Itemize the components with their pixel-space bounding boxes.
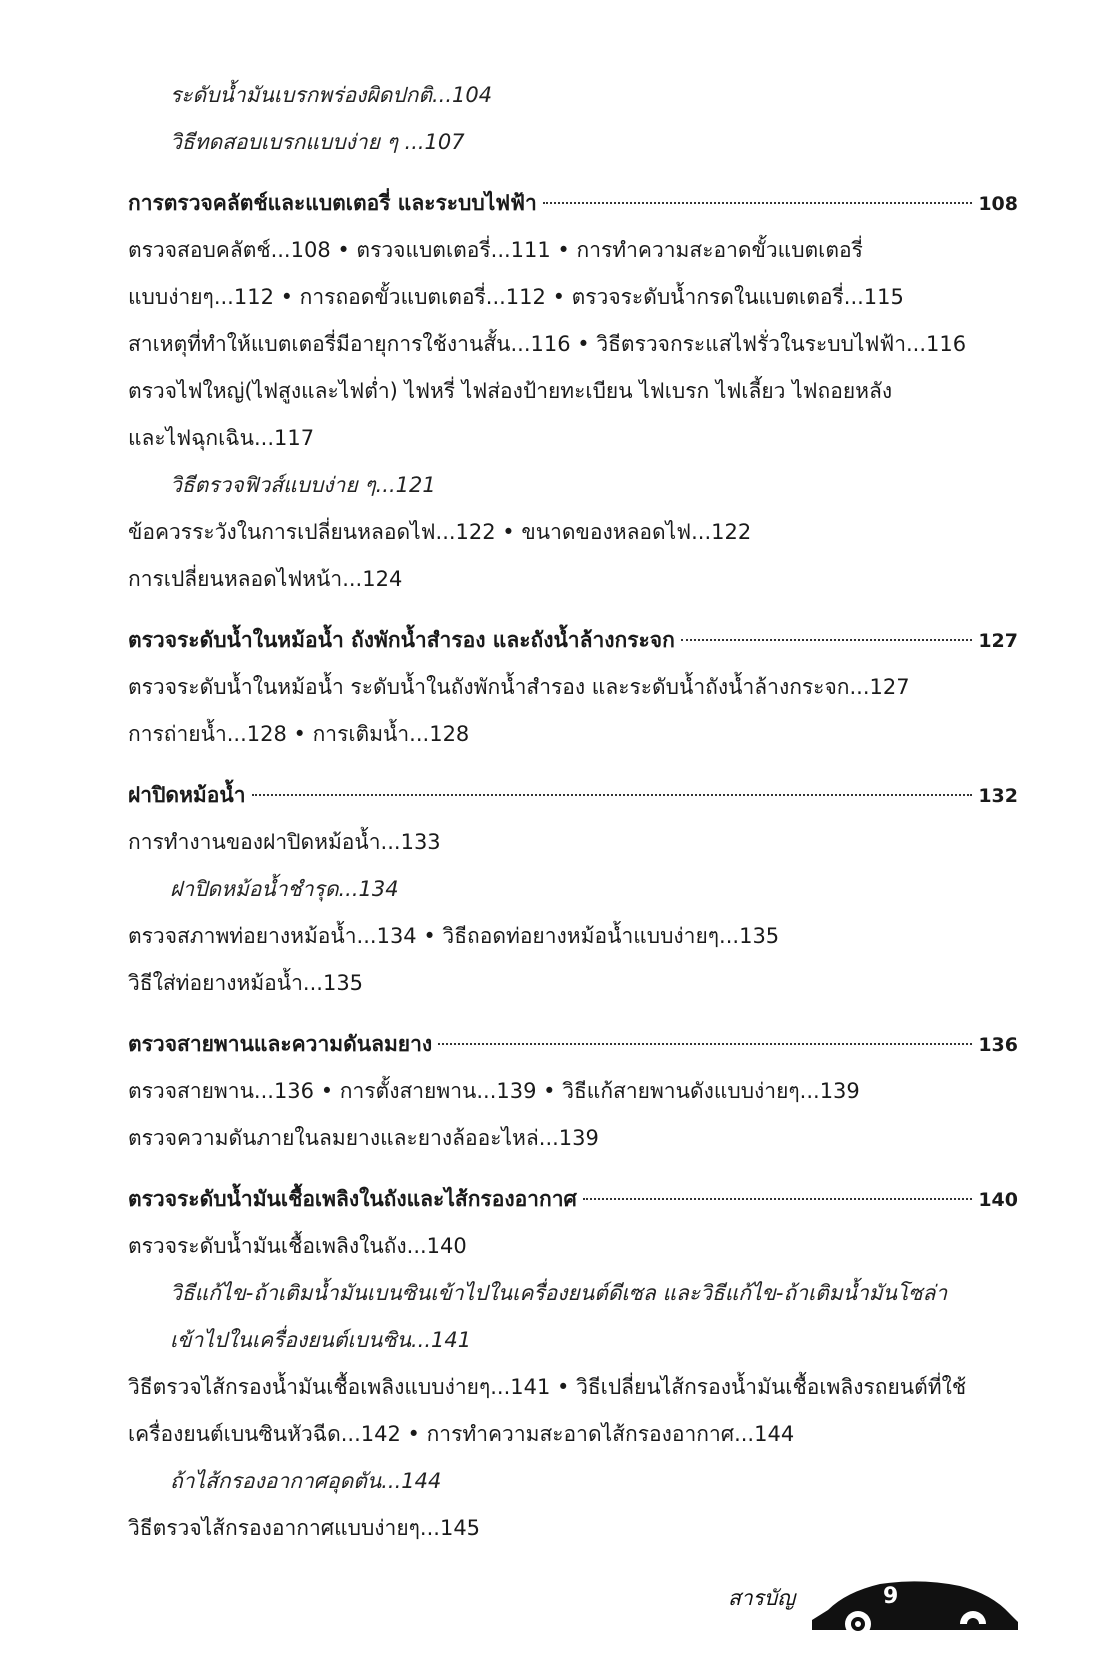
section-title: ตรวจสายพานและความดันลมยาง	[128, 1032, 433, 1056]
section-page-number: 140	[978, 1189, 1018, 1211]
section-title: ฝาปิดหม้อน้ำ	[128, 783, 246, 807]
dot-leader	[438, 1043, 972, 1045]
page-footer	[700, 1568, 1030, 1638]
dot-leader	[543, 202, 973, 204]
section-page-number: 132	[978, 785, 1018, 807]
section-page-number: 127	[978, 630, 1018, 652]
toc-entry: เครื่องยนต์เบนซินหัวฉีด...142 • การทำความสะอาดไส้กรองอากาศ...144	[128, 1422, 795, 1446]
toc-entry: ตรวจระดับน้ำมันเชื้อเพลิงในถัง...140	[128, 1234, 467, 1258]
toc-subentry: วิธีทดสอบเบรกแบบง่าย ๆ ...107	[170, 130, 465, 154]
toc-entry: ตรวจสอบคลัตช์...108 • ตรวจแบตเตอรี่...111 • การทำความสะอาดขั้วแบตเตอรี่	[128, 238, 863, 262]
toc-entry: วิธีใส่ท่อยางหม้อน้ำ...135	[128, 971, 364, 995]
toc-entry: แบบง่ายๆ...112 • การถอดขั้วแบตเตอรี่...112 • ตรวจระดับน้ำกรดในแบตเตอรี่...115	[128, 285, 904, 309]
toc-section-heading	[128, 617, 1018, 664]
toc-section-heading	[128, 1021, 1018, 1068]
footer-label: สารบัญ	[728, 1586, 796, 1610]
toc-section-heading	[128, 180, 1018, 227]
toc-entry: ตรวจไฟใหญ่(ไฟสูงและไฟต่ำ) ไฟหรี่ ไฟส่องป้ายทะเบียน ไฟเบรก ไฟเลี้ยว ไฟถอยหลัง	[128, 379, 893, 403]
section-title: การตรวจคลัตช์และแบตเตอรี่ และระบบไฟฟ้า	[128, 191, 537, 215]
dot-leader	[583, 1198, 973, 1200]
toc-subentry: ระดับน้ำมันเบรกพร่องผิดปกติ...104	[170, 83, 493, 107]
section-title: ตรวจระดับน้ำมันเชื้อเพลิงในถังและไส้กรองอากาศ	[128, 1187, 577, 1211]
toc-entry: ตรวจความดันภายในลมยางและยางล้ออะไหล่...139	[128, 1126, 599, 1150]
toc-entry: สาเหตุที่ทำให้แบตเตอรี่มีอายุการใช้งานสั้น...116 • วิธีตรวจกระแสไฟรั่วในระบบไฟฟ้า...116	[128, 332, 967, 356]
toc-entry: ตรวจระดับน้ำในหม้อน้ำ ระดับน้ำในถังพักน้ำสำรอง และระดับน้ำถังน้ำล้างกระจก...127	[128, 675, 910, 699]
toc-section-heading	[128, 772, 1018, 819]
toc-subentry: วิธีแก้ไข-ถ้าเติมน้ำมันเบนซินเข้าไปในเครื่องยนต์ดีเซล และวิธีแก้ไข-ถ้าเติมน้ำมันโซล่า	[170, 1281, 948, 1305]
table-of-contents	[128, 72, 1018, 1552]
toc-entry: การถ่ายน้ำ...128 • การเติมน้ำ...128	[128, 722, 470, 746]
page-number: 9	[883, 1584, 899, 1609]
toc-subentry: วิธีตรวจฟิวส์แบบง่าย ๆ...121	[170, 473, 436, 497]
toc-section-heading	[128, 1176, 1018, 1223]
section-title: ตรวจระดับน้ำในหม้อน้ำ ถังพักน้ำสำรอง และถังน้ำล้างกระจก	[128, 628, 675, 652]
car-icon	[810, 1576, 1020, 1636]
toc-subentry: ฝาปิดหม้อน้ำชำรุด...134	[170, 877, 399, 901]
section-page-number: 108	[978, 193, 1018, 215]
toc-entry: การทำงานของฝาปิดหม้อน้ำ...133	[128, 830, 441, 854]
section-page-number: 136	[978, 1034, 1018, 1056]
toc-entry: ตรวจสายพาน...136 • การตั้งสายพาน...139 • วิธีแก้สายพานดังแบบง่ายๆ...139	[128, 1079, 860, 1103]
toc-entry: ตรวจสภาพท่อยางหม้อน้ำ...134 • วิธีถอดท่อยางหม้อน้ำแบบง่ายๆ...135	[128, 924, 780, 948]
toc-subentry: ถ้าไส้กรองอากาศอุดตัน...144	[170, 1469, 442, 1493]
toc-entry: การเปลี่ยนหลอดไฟหน้า...124	[128, 567, 403, 591]
dot-leader	[252, 794, 973, 796]
toc-subentry: เข้าไปในเครื่องยนต์เบนซิน...141	[170, 1328, 472, 1352]
toc-entry: ข้อควรระวังในการเปลี่ยนหลอดไฟ...122 • ขนาดของหลอดไฟ...122	[128, 520, 752, 544]
toc-entry: และไฟฉุกเฉิน...117	[128, 426, 315, 450]
toc-entry: วิธีตรวจไส้กรองอากาศแบบง่ายๆ...145	[128, 1516, 481, 1540]
dot-leader	[681, 639, 973, 641]
toc-entry: วิธีตรวจไส้กรองน้ำมันเชื้อเพลิงแบบง่ายๆ...141 • วิธีเปลี่ยนไส้กรองน้ำมันเชื้อเพลิงรถยนต์ที่ใช้	[128, 1375, 967, 1399]
